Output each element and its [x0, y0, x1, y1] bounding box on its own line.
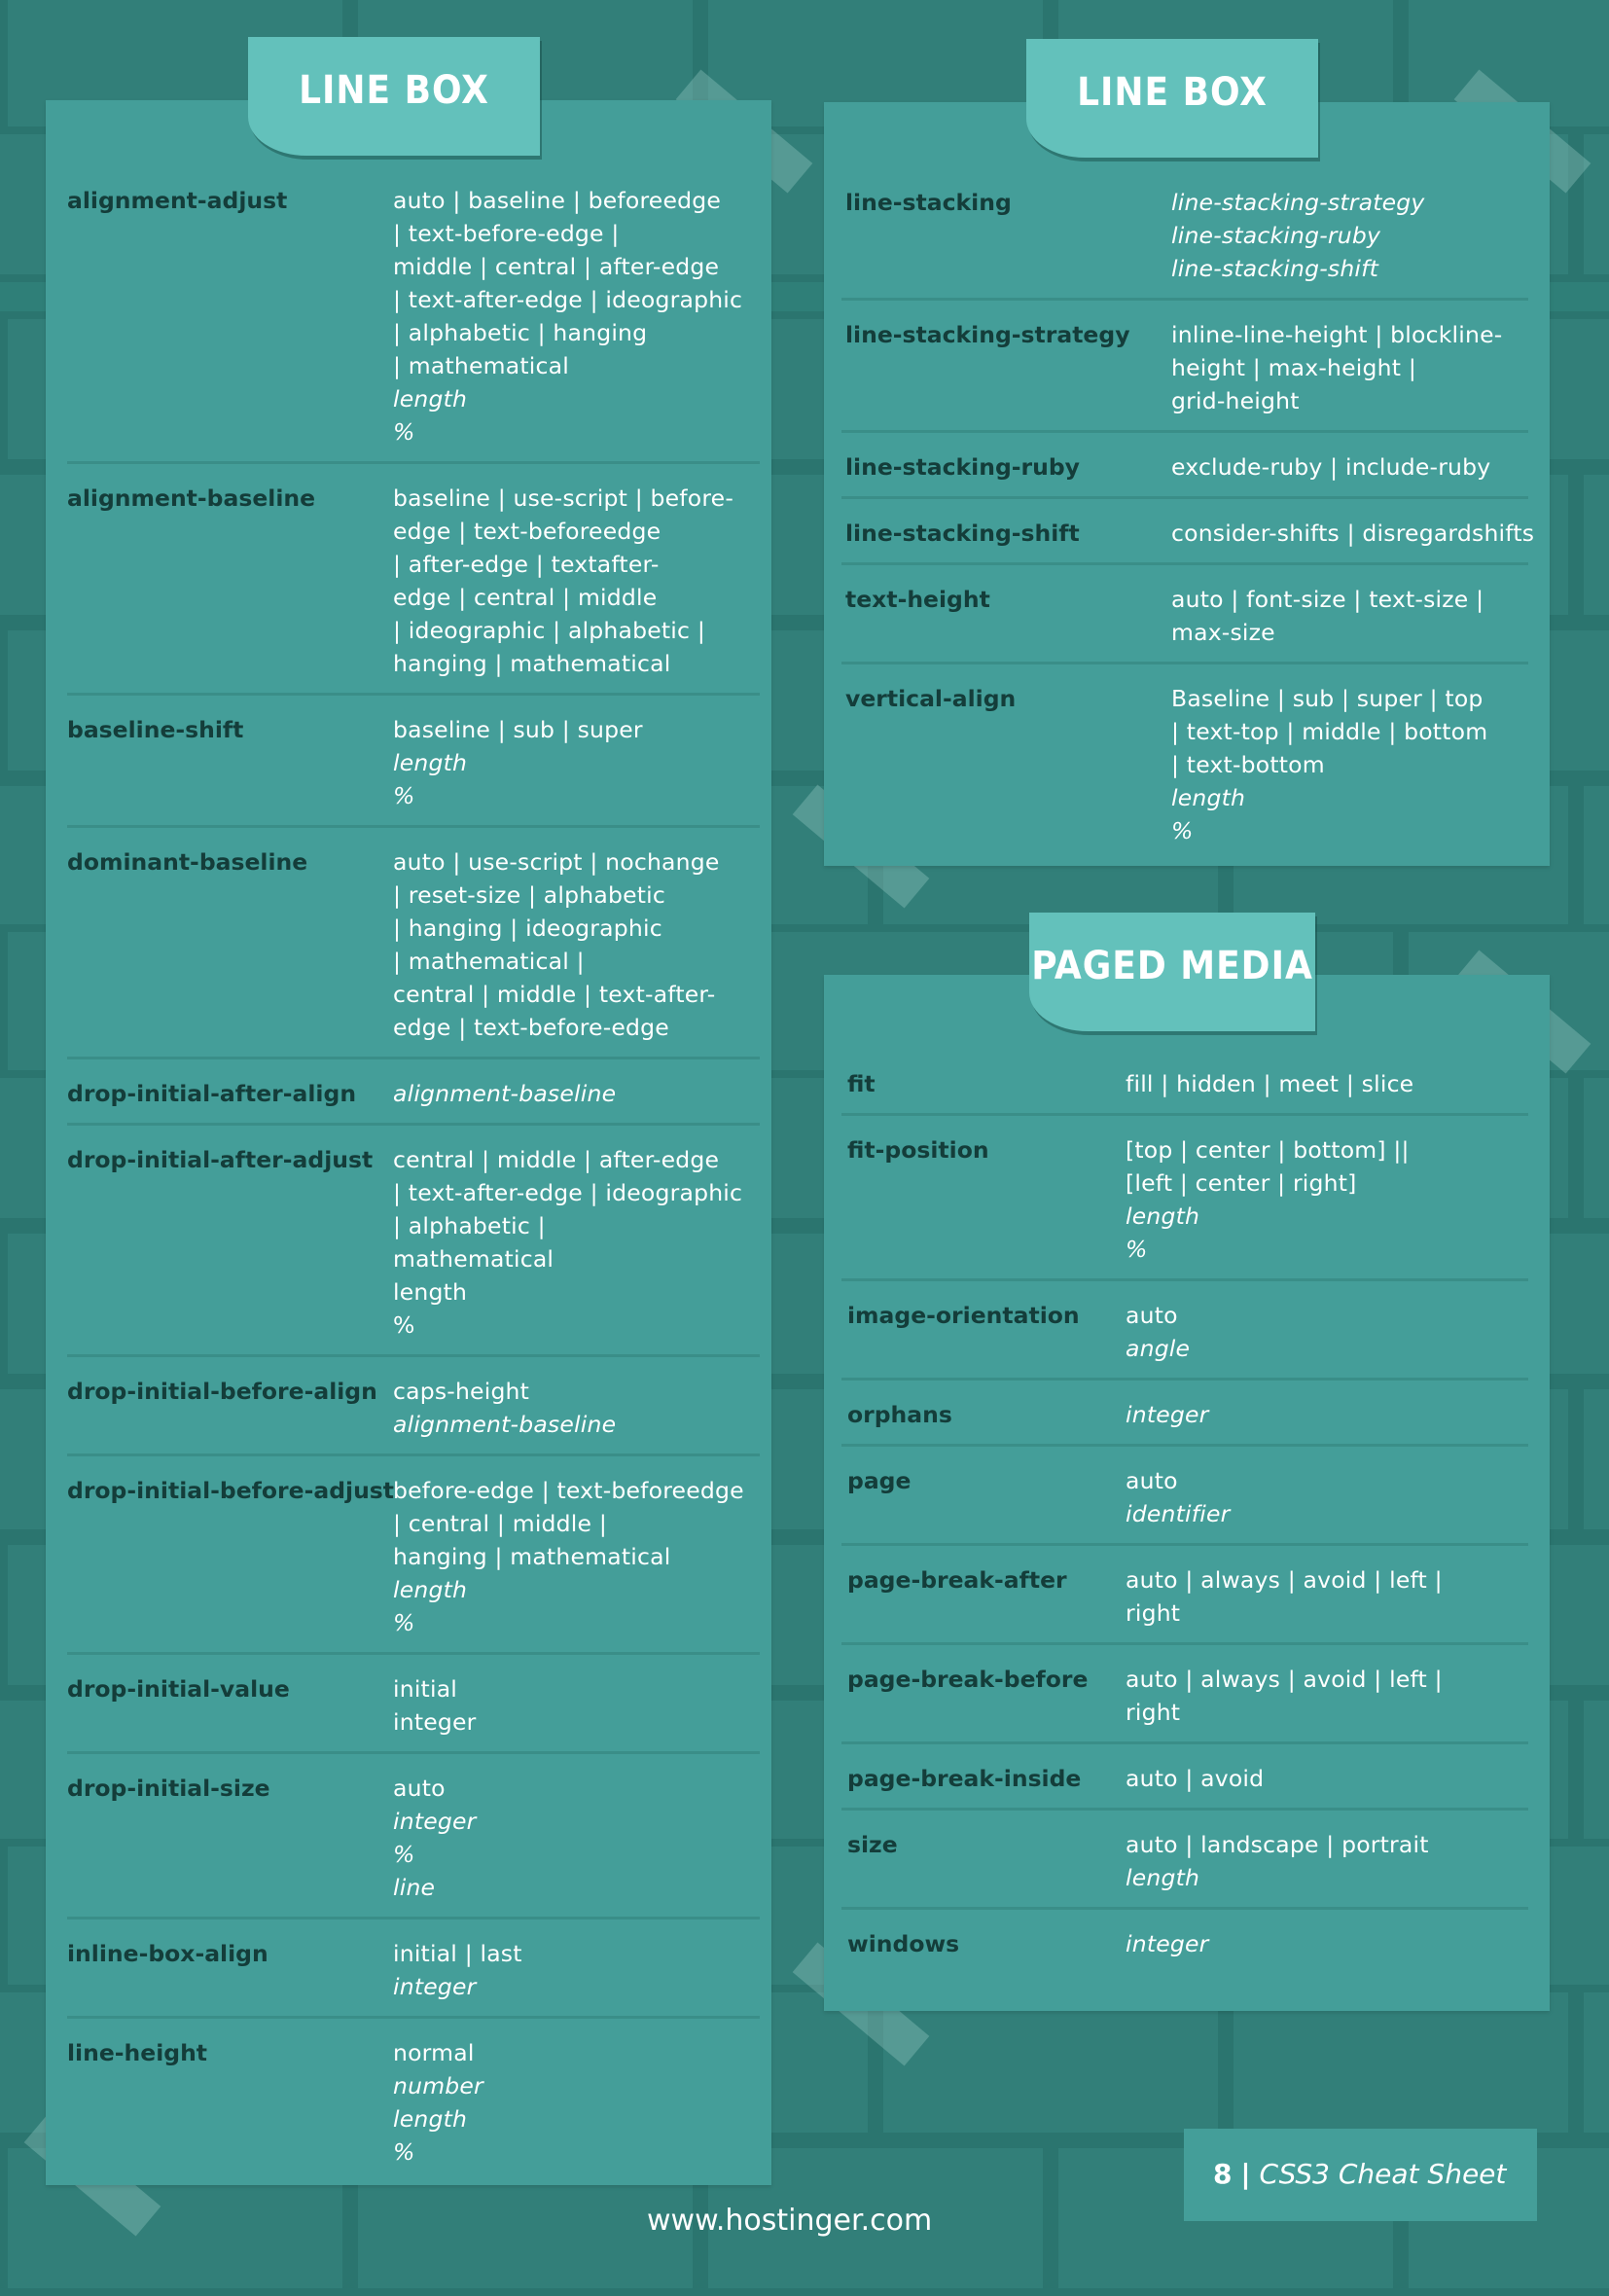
brick	[1576, 1070, 1609, 1226]
value-line: Baseline | sub | super | top	[1171, 685, 1484, 712]
value-line: | alphabetic |	[393, 1212, 546, 1239]
right-top-panel	[824, 102, 1550, 866]
property-name: line-stacking-strategy	[845, 321, 1130, 348]
property-values	[1171, 318, 1502, 417]
property-values	[1126, 1464, 1230, 1530]
property-name: fit	[847, 1070, 876, 1097]
property-name: drop-initial-before-adjust	[67, 1477, 395, 1504]
value-line: middle | central | after-edge	[393, 253, 720, 280]
value-line: auto | landscape | portrait	[1126, 1831, 1429, 1858]
value-line: before-edge | text-beforeedge	[393, 1477, 744, 1504]
row-divider	[67, 461, 760, 464]
property-name: drop-initial-after-align	[67, 1080, 357, 1107]
page-number: 8	[1213, 2158, 1233, 2190]
value-line: %	[1126, 1236, 1148, 1263]
value-line: integer	[393, 1973, 477, 2000]
brick	[1576, 1693, 1609, 1848]
property-name: vertical-align	[845, 685, 1017, 712]
row-divider	[67, 1354, 760, 1357]
value-line: | text-before-edge |	[393, 220, 620, 247]
value-line: %	[393, 1609, 415, 1636]
value-line: auto | always | avoid | left |	[1126, 1566, 1443, 1594]
property-values	[393, 713, 643, 812]
value-line: max-size	[1171, 619, 1275, 646]
row-divider	[841, 298, 1528, 301]
property-values	[1126, 1663, 1443, 1729]
property-values	[1126, 1299, 1190, 1365]
value-line: alignment-baseline	[393, 1080, 617, 1107]
value-line: inline-line-height | blockline-	[1171, 321, 1503, 348]
value-line: grid-height	[1171, 387, 1300, 414]
value-line: length	[393, 749, 468, 776]
property-name: size	[847, 1831, 898, 1858]
row-divider	[841, 1543, 1528, 1546]
property-values	[393, 2036, 483, 2169]
value-line: auto	[1126, 1302, 1178, 1329]
value-line: auto | avoid	[1126, 1765, 1265, 1792]
property-name: baseline-shift	[67, 716, 244, 743]
value-line: | central | middle |	[393, 1510, 607, 1537]
property-name: page-break-after	[847, 1566, 1067, 1594]
value-line: auto | use-script | nochange	[393, 848, 720, 876]
property-name: page	[847, 1467, 912, 1494]
property-name: page-break-before	[847, 1666, 1089, 1693]
property-name: dominant-baseline	[67, 848, 308, 876]
property-values	[1171, 682, 1487, 847]
property-name: drop-initial-value	[67, 1675, 290, 1703]
value-line: %	[393, 782, 415, 809]
row-divider	[67, 1453, 760, 1456]
value-line: %	[393, 418, 415, 446]
value-line: normal	[393, 2039, 475, 2066]
row-divider	[67, 1652, 760, 1655]
value-line: right	[1126, 1599, 1181, 1627]
doc-title: CSS3 Cheat Sheet	[1259, 2158, 1507, 2190]
value-line: %	[393, 2138, 415, 2166]
value-line: number	[393, 2072, 483, 2099]
row-divider	[841, 1378, 1528, 1381]
brick	[1576, 467, 1609, 623]
value-line: | after-edge | textafter-	[393, 551, 660, 578]
value-line: caps-height	[393, 1378, 530, 1405]
property-name: drop-initial-size	[67, 1775, 270, 1802]
value-line: | alphabetic | hanging	[393, 319, 648, 346]
value-line: baseline | sub | super	[393, 716, 643, 743]
value-line: height | max-height |	[1171, 354, 1416, 381]
property-values	[1126, 1133, 1410, 1266]
value-line: %	[1171, 817, 1194, 844]
value-line: hanging | mathematical	[393, 650, 671, 677]
value-line: auto	[393, 1775, 446, 1802]
right-bottom-panel	[824, 975, 1550, 2011]
brick	[1576, 1985, 1609, 2140]
property-name: alignment-adjust	[67, 187, 288, 214]
property-values	[1171, 450, 1490, 484]
row-divider	[841, 1113, 1528, 1116]
property-name: image-orientation	[847, 1302, 1080, 1329]
row-divider	[841, 496, 1528, 499]
value-line: alignment-baseline	[393, 1411, 617, 1438]
value-line: [left | center | right]	[1126, 1169, 1357, 1197]
value-line: length	[393, 385, 468, 413]
value-line: line-stacking-ruby	[1171, 222, 1381, 249]
value-line: edge | text-beforeedge	[393, 518, 661, 545]
row-divider	[841, 1444, 1528, 1447]
value-line: hanging | mathematical	[393, 1543, 671, 1570]
property-name: fit-position	[847, 1136, 989, 1164]
row-divider	[841, 1741, 1528, 1744]
row-divider	[841, 562, 1528, 565]
value-line: auto | always | avoid | left |	[1126, 1666, 1443, 1693]
brick	[1576, 126, 1609, 282]
property-values	[393, 1474, 744, 1639]
property-name: line-stacking	[845, 189, 1012, 216]
value-line: exclude-ruby | include-ruby	[1171, 453, 1491, 481]
value-line: right	[1126, 1699, 1181, 1726]
property-name: orphans	[847, 1401, 952, 1428]
row-divider	[67, 825, 760, 828]
row-divider	[67, 693, 760, 696]
value-line: integer	[393, 1708, 477, 1736]
property-values	[1126, 1828, 1429, 1894]
value-line: edge | text-before-edge	[393, 1014, 669, 1041]
value-line: | text-after-edge | ideographic	[393, 1179, 743, 1206]
value-line: %	[393, 1311, 415, 1339]
value-line: [top | center | bottom] ||	[1126, 1136, 1410, 1164]
value-line: baseline | use-script | before-	[393, 484, 734, 512]
property-values	[393, 1077, 616, 1110]
property-values	[393, 184, 742, 448]
right-top-panel-title: LINE BOX	[1026, 39, 1318, 158]
value-line: | hanging | ideographic	[393, 915, 662, 942]
value-line: central | middle | text-after-	[393, 981, 716, 1008]
value-line: length	[1126, 1202, 1200, 1230]
value-line: | mathematical	[393, 352, 569, 379]
value-line: fill | hidden | meet | slice	[1126, 1070, 1414, 1097]
value-line: | reset-size | alphabetic	[393, 881, 665, 909]
property-name: line-stacking-ruby	[845, 453, 1080, 481]
property-name: inline-box-align	[67, 1940, 268, 1967]
value-line: identifier	[1126, 1500, 1231, 1527]
property-name: alignment-baseline	[67, 484, 316, 512]
row-divider	[841, 1278, 1528, 1281]
row-divider	[67, 2016, 760, 2019]
value-line: %	[393, 1841, 415, 1868]
property-name: drop-initial-after-adjust	[67, 1146, 374, 1173]
left-panel	[46, 100, 771, 2185]
value-line: angle	[1126, 1335, 1191, 1362]
property-name: line-stacking-shift	[845, 520, 1080, 547]
value-line: length	[393, 2105, 468, 2133]
value-line: length	[393, 1278, 468, 1306]
property-values	[393, 482, 733, 680]
value-line: | ideographic | alphabetic |	[393, 617, 705, 644]
property-values	[393, 845, 720, 1044]
value-line: central | middle | after-edge	[393, 1146, 720, 1173]
value-line: consider-shifts | disregardshifts	[1171, 520, 1535, 547]
page-footer-badge	[1184, 2129, 1537, 2221]
row-divider	[841, 1907, 1528, 1910]
property-name: line-height	[67, 2039, 208, 2066]
property-values	[393, 1937, 522, 2003]
value-line: | text-after-edge | ideographic	[393, 286, 743, 313]
property-name: page-break-inside	[847, 1765, 1082, 1792]
property-values	[393, 1375, 616, 1441]
row-divider	[841, 430, 1528, 433]
value-line: integer	[1126, 1930, 1209, 1957]
property-values	[1171, 186, 1425, 285]
value-line: | mathematical |	[393, 948, 585, 975]
row-divider	[841, 1642, 1528, 1645]
row-divider	[67, 1917, 760, 1919]
value-line: auto | font-size | text-size |	[1171, 586, 1484, 613]
right-bottom-panel-title: PAGED MEDIA	[1029, 913, 1315, 1031]
value-line: line	[393, 1874, 436, 1901]
property-values	[393, 1772, 477, 1904]
row-divider	[67, 1123, 760, 1126]
value-line: length	[1171, 784, 1246, 811]
value-line: edge | central | middle	[393, 584, 658, 611]
value-line: auto | baseline | beforeedge	[393, 187, 722, 214]
value-line: mathematical	[393, 1245, 554, 1273]
value-line: | text-top | middle | bottom	[1171, 718, 1488, 745]
value-line: initial | last	[393, 1940, 522, 1967]
footer-separator: |	[1240, 2158, 1251, 2190]
property-values	[393, 1672, 477, 1739]
brick	[1576, 778, 1609, 934]
property-values	[1171, 583, 1484, 649]
property-values	[1171, 517, 1534, 550]
value-line: integer	[393, 1808, 477, 1835]
brick	[1576, 1381, 1609, 1537]
value-line: initial	[393, 1675, 458, 1703]
value-line: | text-bottom	[1171, 751, 1325, 778]
property-values	[1126, 1563, 1443, 1630]
value-line: length	[393, 1576, 468, 1603]
property-name: text-height	[845, 586, 990, 613]
row-divider	[67, 1751, 760, 1754]
property-values	[1126, 1398, 1209, 1431]
property-values	[1126, 1927, 1209, 1960]
website-url[interactable]: www.hostinger.com	[647, 2204, 933, 2238]
row-divider	[841, 662, 1528, 664]
row-divider	[67, 1057, 760, 1059]
property-values	[393, 1143, 742, 1342]
value-line: auto	[1126, 1467, 1178, 1494]
property-values	[1126, 1067, 1413, 1100]
value-line: line-stacking-shift	[1171, 255, 1379, 282]
row-divider	[841, 1808, 1528, 1811]
value-line: length	[1126, 1864, 1200, 1891]
property-name: windows	[847, 1930, 960, 1957]
value-line: integer	[1126, 1401, 1209, 1428]
value-line: line-stacking-strategy	[1171, 189, 1425, 216]
property-name: drop-initial-before-align	[67, 1378, 377, 1405]
left-panel-title: LINE BOX	[248, 37, 540, 156]
property-values	[1126, 1762, 1264, 1795]
